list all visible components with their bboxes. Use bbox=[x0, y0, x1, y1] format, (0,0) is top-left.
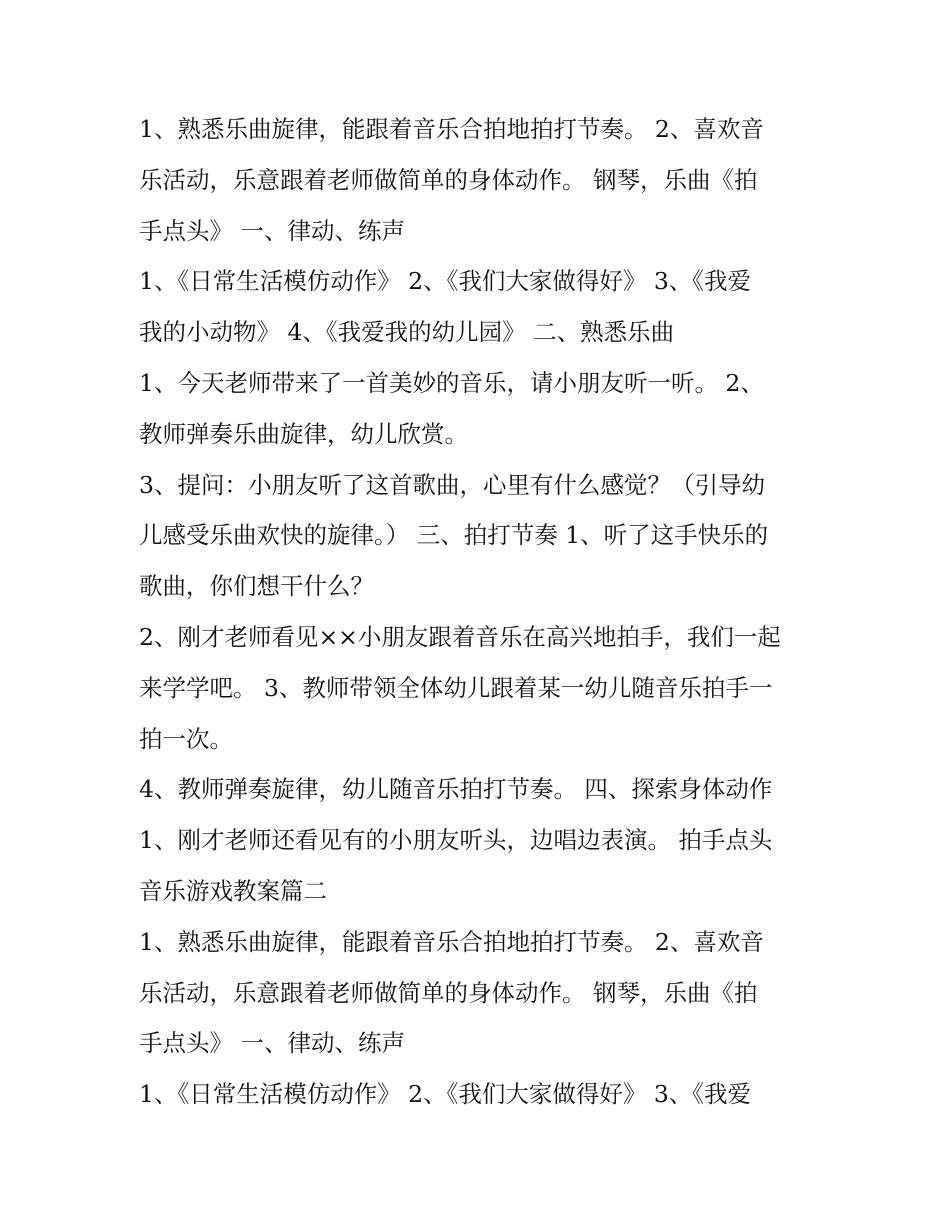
text-line: 1、今天老师带来了一首美妙的音乐，请小朋友听一听。 2、 bbox=[139, 368, 764, 397]
text-line: 来学学吧。 3、教师带领全体幼儿跟着某一幼儿随音乐拍手一 bbox=[139, 673, 773, 702]
paragraph bbox=[139, 612, 819, 764]
text-line: 2、刚才老师看见××小朋友跟着音乐在高兴地拍手，我们一起 bbox=[139, 622, 781, 651]
text-line: 歌曲，你们想干什么？ bbox=[139, 572, 374, 601]
text-line: 1、《日常生活模仿动作》 2、《我们大家做得好》 3、《我爱 bbox=[139, 1080, 752, 1109]
paragraph bbox=[139, 460, 819, 612]
paragraph bbox=[139, 764, 819, 815]
text-line: 音乐游戏教案篇二 bbox=[139, 876, 327, 905]
text-line: 1、熟悉乐曲旋律，能跟着音乐合拍地拍打节奏。 2、喜欢音 bbox=[139, 927, 764, 956]
text-line: 1、刚才老师还看见有的小朋友听头，边唱边表演。 拍手点头 bbox=[139, 826, 773, 855]
paragraph bbox=[139, 917, 819, 1069]
text-line: 手点头》 一、律动、练声 bbox=[139, 1029, 405, 1058]
text-line: 4、教师弹奏旋律，幼儿随音乐拍打节奏。 四、探索身体动作 bbox=[139, 775, 773, 804]
text-line: 教师弹奏乐曲旋律，幼儿欣赏。 bbox=[139, 419, 468, 448]
paragraph bbox=[139, 358, 819, 460]
paragraph bbox=[139, 256, 819, 358]
text-line: 乐活动，乐意跟着老师做简单的身体动作。 钢琴，乐曲《拍 bbox=[139, 978, 758, 1007]
text-line: 1、熟悉乐曲旋律，能跟着音乐合拍地拍打节奏。 2、喜欢音 bbox=[139, 115, 764, 143]
document-body bbox=[139, 104, 819, 1120]
text-line: 乐活动，乐意跟着老师做简单的身体动作。 钢琴，乐曲《拍 bbox=[139, 165, 758, 194]
paragraph bbox=[139, 104, 819, 256]
paragraph bbox=[139, 815, 819, 917]
text-line: 3、提问：小朋友听了这首歌曲，心里有什么感觉？（引导幼 bbox=[139, 470, 765, 499]
paragraph bbox=[139, 1069, 819, 1120]
text-line: 我的小动物》 4、《我爱我的幼儿园》 二、熟悉乐曲 bbox=[139, 318, 675, 347]
text-line: 儿感受乐曲欢快的旋律。） 三、拍打节奏 1、听了这手快乐的 bbox=[139, 521, 769, 550]
text-line: 1、《日常生活模仿动作》 2、《我们大家做得好》 3、《我爱 bbox=[139, 267, 752, 296]
text-line: 拍一次。 bbox=[139, 724, 233, 753]
text-line: 手点头》 一、律动、练声 bbox=[139, 216, 405, 245]
